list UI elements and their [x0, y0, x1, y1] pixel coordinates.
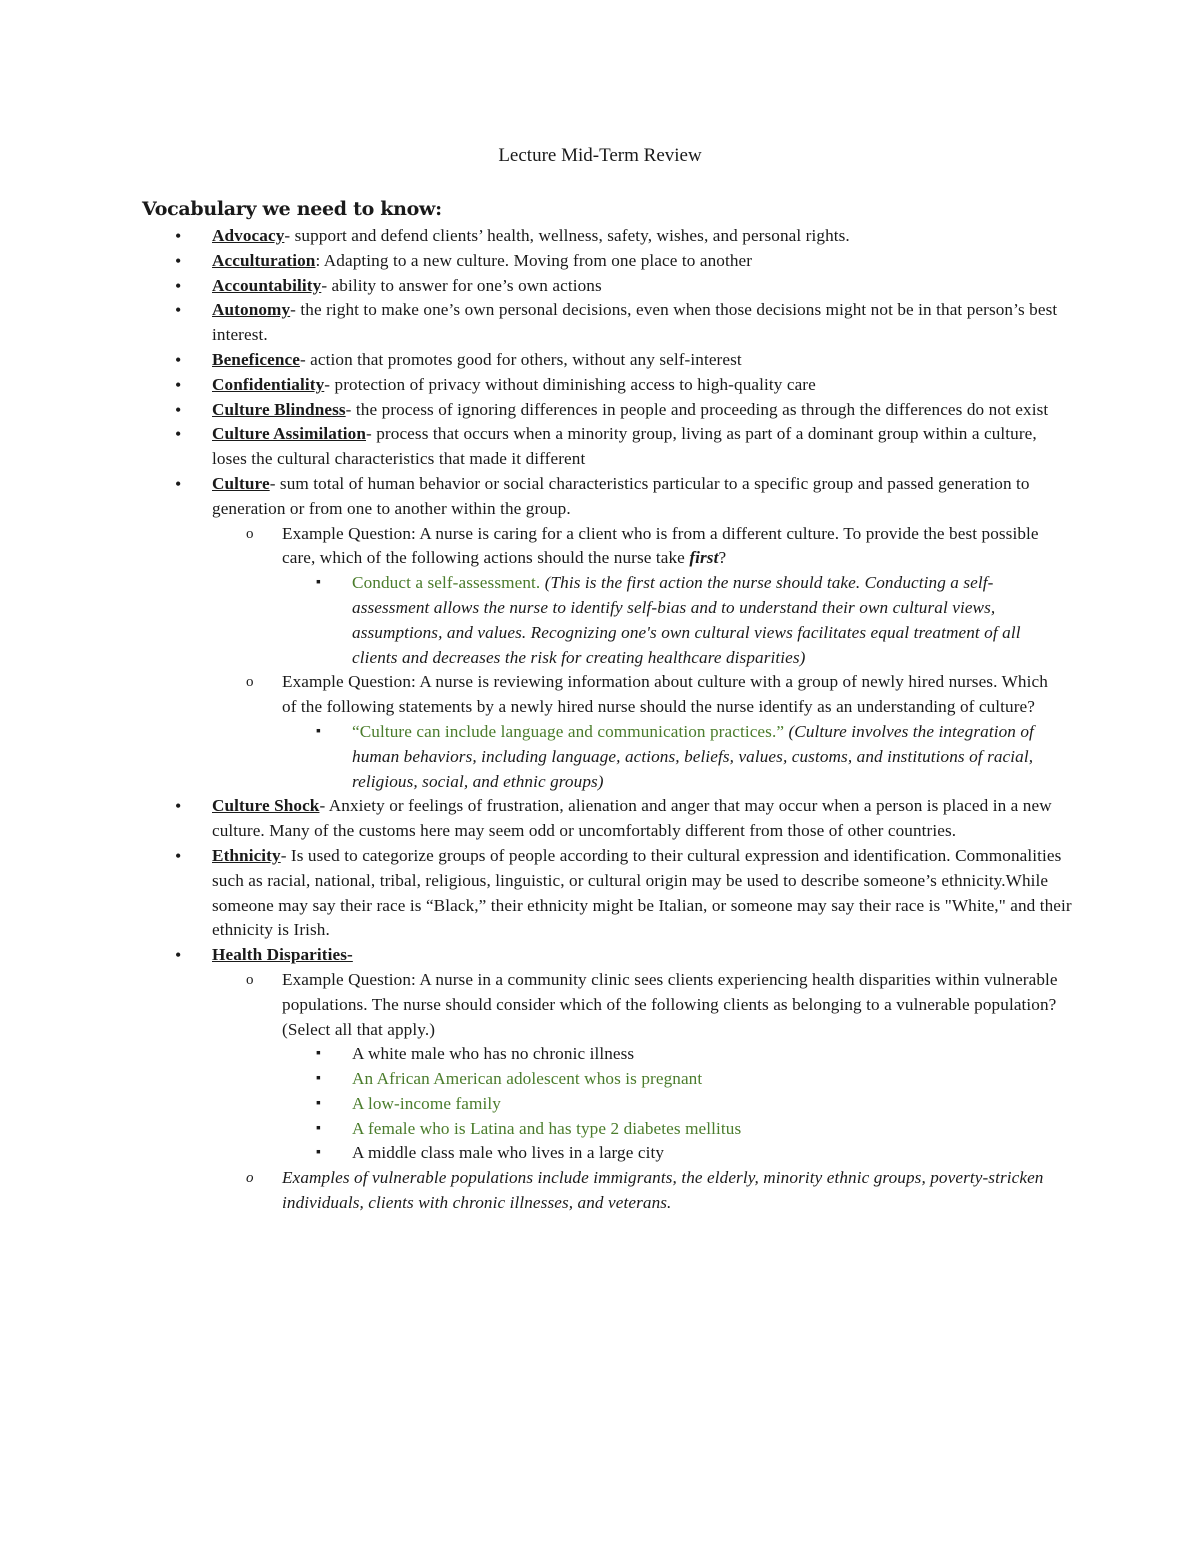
question-end: ?: [718, 548, 727, 568]
example-question: [0, 968, 1062, 1042]
term-definition: - ability to answer for one’s own actions: [321, 275, 602, 295]
square-bullet-icon: ▪: [316, 1071, 322, 1087]
list-item: [0, 398, 1072, 423]
circle-bullet-icon: o: [246, 1170, 254, 1187]
bullet-icon: •: [175, 845, 182, 866]
list-item: [0, 298, 1072, 348]
circle-bullet-icon: o: [246, 971, 254, 988]
note-text: Examples of vulnerable populations include immigrants, the elderly, minority ethnic groups, poverty-stricken individuals, clients with chronic illnesses, and veterans.: [282, 1168, 1044, 1213]
term-label: Accountability: [212, 275, 322, 295]
example-note: [0, 1166, 1062, 1216]
bullet-icon: •: [175, 250, 182, 271]
list-item: [0, 348, 1072, 373]
vocabulary-list: [0, 224, 1200, 1216]
term-definition: - support and defend clients’ health, wellness, safety, wishes, and personal rights.: [284, 226, 850, 245]
bullet-icon: •: [175, 796, 182, 817]
list-item: [0, 249, 1072, 274]
list-item: [0, 274, 1072, 299]
square-bullet-icon: ▪: [316, 1120, 322, 1136]
circle-bullet-icon: o: [246, 674, 254, 691]
term-definition: - the process of ignoring differences in people and proceeding as through the differences do not exist: [345, 399, 1049, 419]
list-item: [0, 472, 1072, 522]
question-text: Example Question: A nurse is caring for a client who is from a different culture. To provide the best possible care, which of the following actions should the nurse take: [282, 523, 1039, 568]
option-item: [0, 1141, 1062, 1166]
bullet-icon: •: [175, 424, 182, 445]
term-label: Acculturation: [212, 250, 316, 270]
question-text: Example Question: A nurse is reviewing information about culture with a group of newly hired nurses. Which of the following statements by a newly hired nurse should the nurse identify as an understanding of culture?: [282, 672, 1048, 717]
term-definition: - Is used to categorize groups of people according to their cultural expression and identification. Commonalities such as racial, national, tribal, religious, linguistic, or cultural origin may be used to describe someone’s ethnicity.While someone may say their race is “Black,” their ethnicity might be Italian, or someone may say their race is "White," and their ethnicity is Irish.: [212, 845, 1072, 940]
term-label: Culture Blindness: [212, 399, 346, 419]
term-label: Culture Assimilation: [212, 424, 367, 444]
term-label: Health Disparities-: [212, 945, 353, 965]
list-item: [0, 844, 1072, 943]
term-definition: - action that promotes good for others, without any self-interest: [299, 349, 742, 369]
answer-rationale: (Culture involves the integration of human behaviors, including language, actions, beliefs, values, customs, and institutions of racial, religious, social, and ethnic groups): [352, 721, 1034, 791]
question-text: Example Question: A nurse in a community clinic sees clients experiencing health disparities within vulnerable populations. The nurse should consider which of the following clients as belonging to a vulnerable population? (Select all that apply.): [282, 969, 1058, 1039]
option-text-correct: A female who is Latina and has type 2 diabetes mellitus: [352, 1118, 742, 1138]
square-bullet-icon: ▪: [316, 1145, 322, 1161]
option-text: A white male who has no chronic illness: [352, 1044, 635, 1064]
square-bullet-icon: ▪: [316, 1095, 322, 1111]
bullet-icon: •: [175, 374, 182, 395]
option-item: [0, 1042, 1062, 1067]
term-label: Advocacy: [212, 226, 285, 245]
answer-item: [0, 571, 1062, 670]
answer-item: [0, 720, 1062, 794]
square-bullet-icon: ▪: [316, 575, 322, 591]
bullet-icon: •: [175, 473, 182, 494]
term-definition: : Adapting to a new culture. Moving from one place to another: [315, 250, 753, 270]
circle-bullet-icon: o: [246, 525, 254, 542]
option-item: [0, 1067, 1062, 1092]
section-heading: Vocabulary we need to know:: [142, 198, 442, 220]
option-item: [0, 1117, 1062, 1142]
bullet-icon: •: [175, 300, 182, 321]
term-label: Autonomy: [212, 300, 291, 320]
bullet-icon: •: [175, 945, 182, 966]
term-label: Confidentiality: [212, 374, 325, 394]
example-question: [0, 670, 1062, 720]
term-definition: - protection of privacy without diminishing access to high-quality care: [324, 374, 816, 394]
bullet-icon: •: [175, 275, 182, 296]
term-label: Culture: [212, 473, 270, 493]
list-item: [0, 422, 1072, 472]
option-text: A middle class male who lives in a large city: [352, 1143, 665, 1163]
square-bullet-icon: ▪: [316, 1046, 322, 1062]
term-definition: - process that occurs when a minority group, living as part of a dominant group within a culture, loses the cultural characteristics that made it different: [212, 424, 1037, 469]
answer-rationale: (This is the first action the nurse should take. Conducting a self-assessment allows the nurse to identify self-bias and to understand their own cultural views, assumptions, and values. Recognizing one's own cultural views facilitates equal treatment of all clients and decreases the risk for creating healthcare disparities): [352, 573, 1021, 667]
list-item: [0, 794, 1072, 844]
option-item: [0, 1092, 1062, 1117]
bullet-icon: •: [175, 349, 182, 370]
term-label: Culture Shock: [212, 796, 320, 816]
square-bullet-icon: ▪: [316, 723, 322, 739]
term-label: Beneficence: [212, 349, 300, 369]
example-question: [0, 522, 1062, 572]
list-item: [0, 224, 1072, 249]
list-item: [0, 943, 1072, 968]
bullet-icon: •: [175, 399, 182, 420]
answer-text: “Culture can include language and communication practices.”: [352, 721, 789, 741]
answer-text: Conduct a self-assessment.: [352, 573, 545, 593]
term-definition: - Anxiety or feelings of frustration, alienation and anger that may occur when a person is placed in a new culture. Many of the customs here may seem odd or uncomfortably different from those of other countries.: [212, 796, 1052, 841]
page-title: Lecture Mid-Term Review: [498, 145, 702, 166]
term-label: Ethnicity: [212, 845, 281, 865]
bullet-icon: •: [175, 226, 182, 246]
question-emphasis: first: [689, 548, 719, 568]
list-item: [0, 373, 1072, 398]
term-definition: - sum total of human behavior or social characteristics particular to a specific group and passed generation to generation or from one to another within the group.: [212, 473, 1030, 518]
term-definition: - the right to make one’s own personal decisions, even when those decisions might not be in that person’s best interest.: [212, 300, 1058, 345]
option-text-correct: A low-income family: [352, 1093, 501, 1113]
option-text-correct: An African American adolescent whos is pregnant: [352, 1069, 703, 1089]
